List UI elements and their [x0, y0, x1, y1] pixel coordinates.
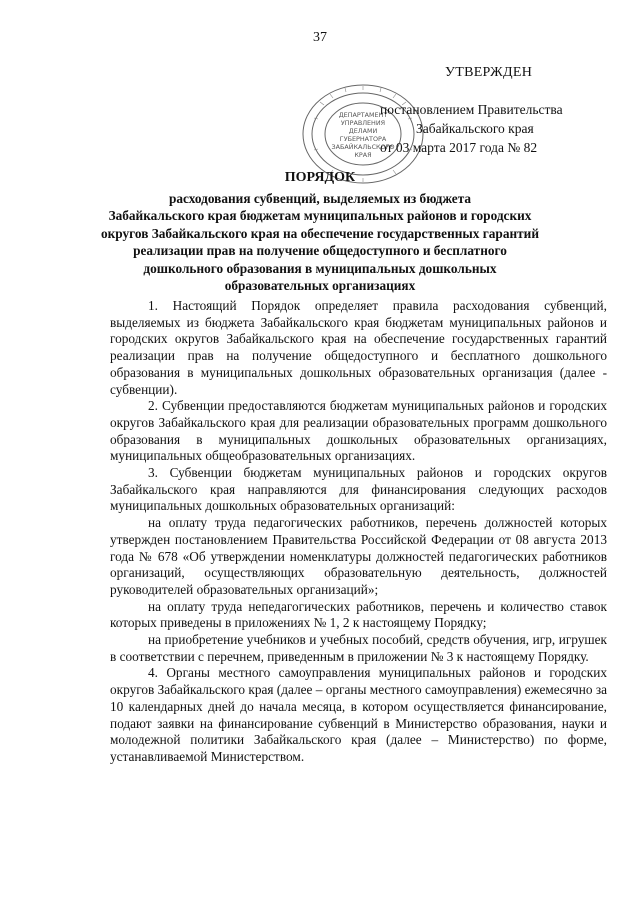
paragraph-4: 4. Органы местного самоуправления муниципальных районов и городских округов Забайкальского края (далее – органы местного самоуправления) ежемесячно за 10 календарных дней до начала месяца, в котором осуществляется финансирование, подают заявки на финансирование субвенций в Министерство образования, науки и молодежной политики Забайкальского края (далее – Министерство) по форме, устанавливаемой Министерством. [110, 665, 607, 764]
paragraph-3: 3. Субвенции бюджетам муниципальных районов и городских округов Забайкальского края направляются для финансирования следующих расходов муниципальных дошкольных образовательных организаций: [110, 465, 607, 514]
approval-line-1: постановлением Правительства [380, 102, 563, 117]
subtitle-line: округов Забайкальского края на обеспечение государственных гарантий [101, 225, 539, 241]
stamp-line-4: ГУБЕРНАТОРА [339, 135, 387, 143]
subtitle-line: Забайкальского края бюджетам муниципальных районов и городских [108, 208, 532, 224]
approval-line-2: Забайкальского края [416, 121, 534, 136]
subtitle-line: реализации прав на получение общедоступного и бесплатного [133, 243, 507, 259]
stamp-line-1: ДЕПАРТАМЕНТ [338, 111, 388, 119]
stamp-line-2: УПРАВЛЕНИЯ [340, 119, 386, 127]
paragraph-2: 2. Субвенции предоставляются бюджетам муниципальных районов и городских округов Забайкальского края для реализации образовательных программ дошкольного образования в муниципальных дошкольных образовательных организациях, муниципальных общеобразовательных организациях. [110, 398, 607, 464]
subtitle-line: дошкольного образования в муниципальных дошкольных [143, 260, 497, 276]
paragraph-3-item-3: на приобретение учебников и учебных пособий, средств обучения, игр, игрушек в соответствии с перечнем, приведенным в приложении № 3 к настоящему Порядку. [110, 632, 607, 664]
document-title: ПОРЯДОК [284, 170, 356, 185]
paragraph-3-item-1: на оплату труда педагогических работников, перечень должностей которых утвержден постановлением Правительства Российской Федерации от 08 августа 2013 года № 678 «Об утверждении номенклатуры должностей педагогических работников организаций, осуществляющих образовательную деятельность, должностей руководителей образовательных организаций»; [110, 515, 607, 597]
stamp-line-5: ЗАБАЙКАЛЬСКОГО [331, 143, 395, 151]
document-body [110, 298, 607, 766]
approval-title: УТВЕРЖДЕН [445, 65, 533, 80]
page-number: 37 [313, 30, 327, 45]
approval-block [380, 100, 563, 157]
paragraph-3-item-2: на оплату труда непедагогических работников, перечень и количество ставок которых приведены в приложениях № 1, 2 к настоящему Порядку; [110, 598, 607, 631]
paragraph-1: 1. Настоящий Порядок определяет правила расходования субвенций, выделяемых из бюджета Забайкальского края бюджетам муниципальных районов и городских округов Забайкальского края на обеспечение государственных гарантий реализации прав на получение общедоступного и бесплатного дошкольного образования в муниципальных дошкольных образовательных организация (далее - субвенции). [110, 298, 607, 397]
document-subtitle [40, 190, 600, 294]
subtitle-line: образовательных организациях [224, 278, 416, 294]
subtitle-line: расходования субвенций, выделяемых из бюджета [168, 191, 472, 206]
stamp-line-3: ДЕЛАМИ [348, 127, 378, 135]
stamp-line-6: КРАЯ [354, 151, 372, 159]
approval-line-3: от 03 марта 2017 года № 82 [380, 140, 538, 155]
